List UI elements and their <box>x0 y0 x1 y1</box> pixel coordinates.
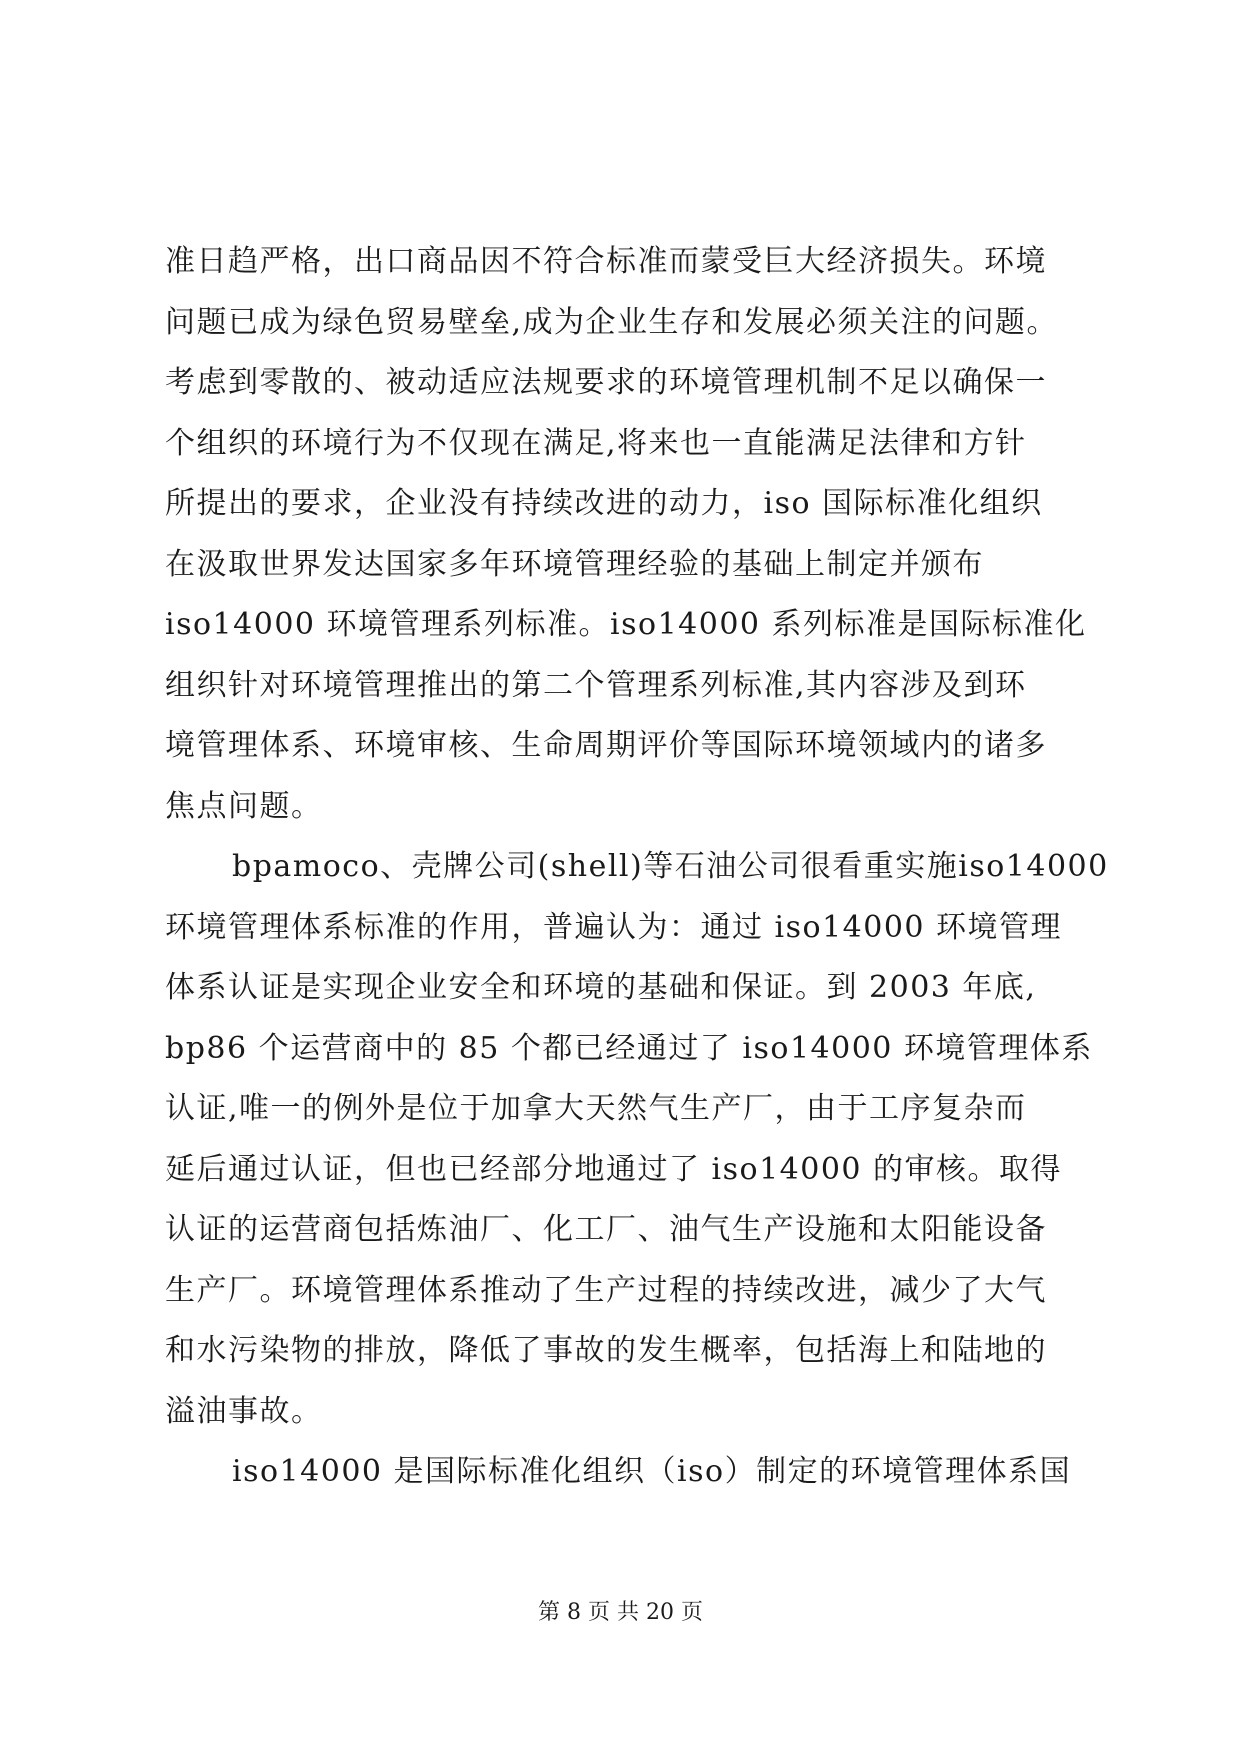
text-line: 准日趋严格，出口商品因不符合标准而蒙受巨大经济损失。环境 <box>165 244 1047 279</box>
paragraph-1 <box>165 232 1085 837</box>
text-line: 延后通过认证，但也已经部分地通过了 iso14000 的审核。取得 <box>165 1151 1063 1187</box>
text-line: 所提出的要求，企业没有持续改进的动力，iso 国际标准化组织 <box>165 486 1043 521</box>
page-number: 第 8 页 共 20 页 <box>538 1600 703 1625</box>
text-line: bpamoco、壳牌公司(shell)等石油公司很看重实施iso14000 <box>232 849 1109 884</box>
text-line: 和水污染物的排放，降低了事故的发生概率，包括海上和陆地的 <box>165 1333 1047 1368</box>
text-line: 环境管理体系标准的作用，普遍认为：通过 iso14000 环境管理 <box>165 909 1063 945</box>
text-line: 溢油事故。 <box>165 1393 323 1429</box>
text-line: 境管理体系、环境审核、生命周期评价等国际环境领域内的诸多 <box>165 728 1047 763</box>
text-line: 个组织的环境行为不仅现在满足,将来也一直能满足法律和方针 <box>165 425 1027 461</box>
text-line: 认证,唯一的例外是位于加拿大天然气生产厂，由于工序复杂而 <box>165 1091 1027 1126</box>
text-line: 在汲取世界发达国家多年环境管理经验的基础上制定并颁布 <box>165 546 984 582</box>
text-line: 焦点问题。 <box>165 788 323 824</box>
text-line: 考虑到零散的、被动适应法规要求的环境管理机制不足以确保一 <box>165 365 1047 400</box>
text-line: 问题已成为绿色贸易壁垒,成为企业生存和发展必须关注的问题。 <box>165 304 1059 340</box>
text-line: 认证的运营商包括炼油厂、化工厂、油气生产设施和太阳能设备 <box>165 1212 1047 1247</box>
text-line: bp86 个运营商中的 85 个都已经通过了 iso14000 环境管理体系 <box>165 1030 1093 1066</box>
text-line: iso14000 是国际标准化组织（iso）制定的环境管理体系国 <box>232 1454 1072 1489</box>
text-line: iso14000 环境管理系列标准。iso14000 系列标准是国际标准化 <box>165 607 1087 642</box>
text-line: 体系认证是实现企业安全和环境的基础和保证。到 2003 年底, <box>165 970 1037 1005</box>
body-text <box>165 232 1109 1503</box>
page-footer <box>0 1598 1241 1628</box>
paragraph-2 <box>165 837 1109 1442</box>
text-line: 组织针对环境管理推出的第二个管理系列标准,其内容涉及到环 <box>165 667 1027 703</box>
text-line: 生产厂。环境管理体系推动了生产过程的持续改进，减少了大气 <box>165 1272 1047 1308</box>
paragraph-3 <box>165 1442 1085 1503</box>
